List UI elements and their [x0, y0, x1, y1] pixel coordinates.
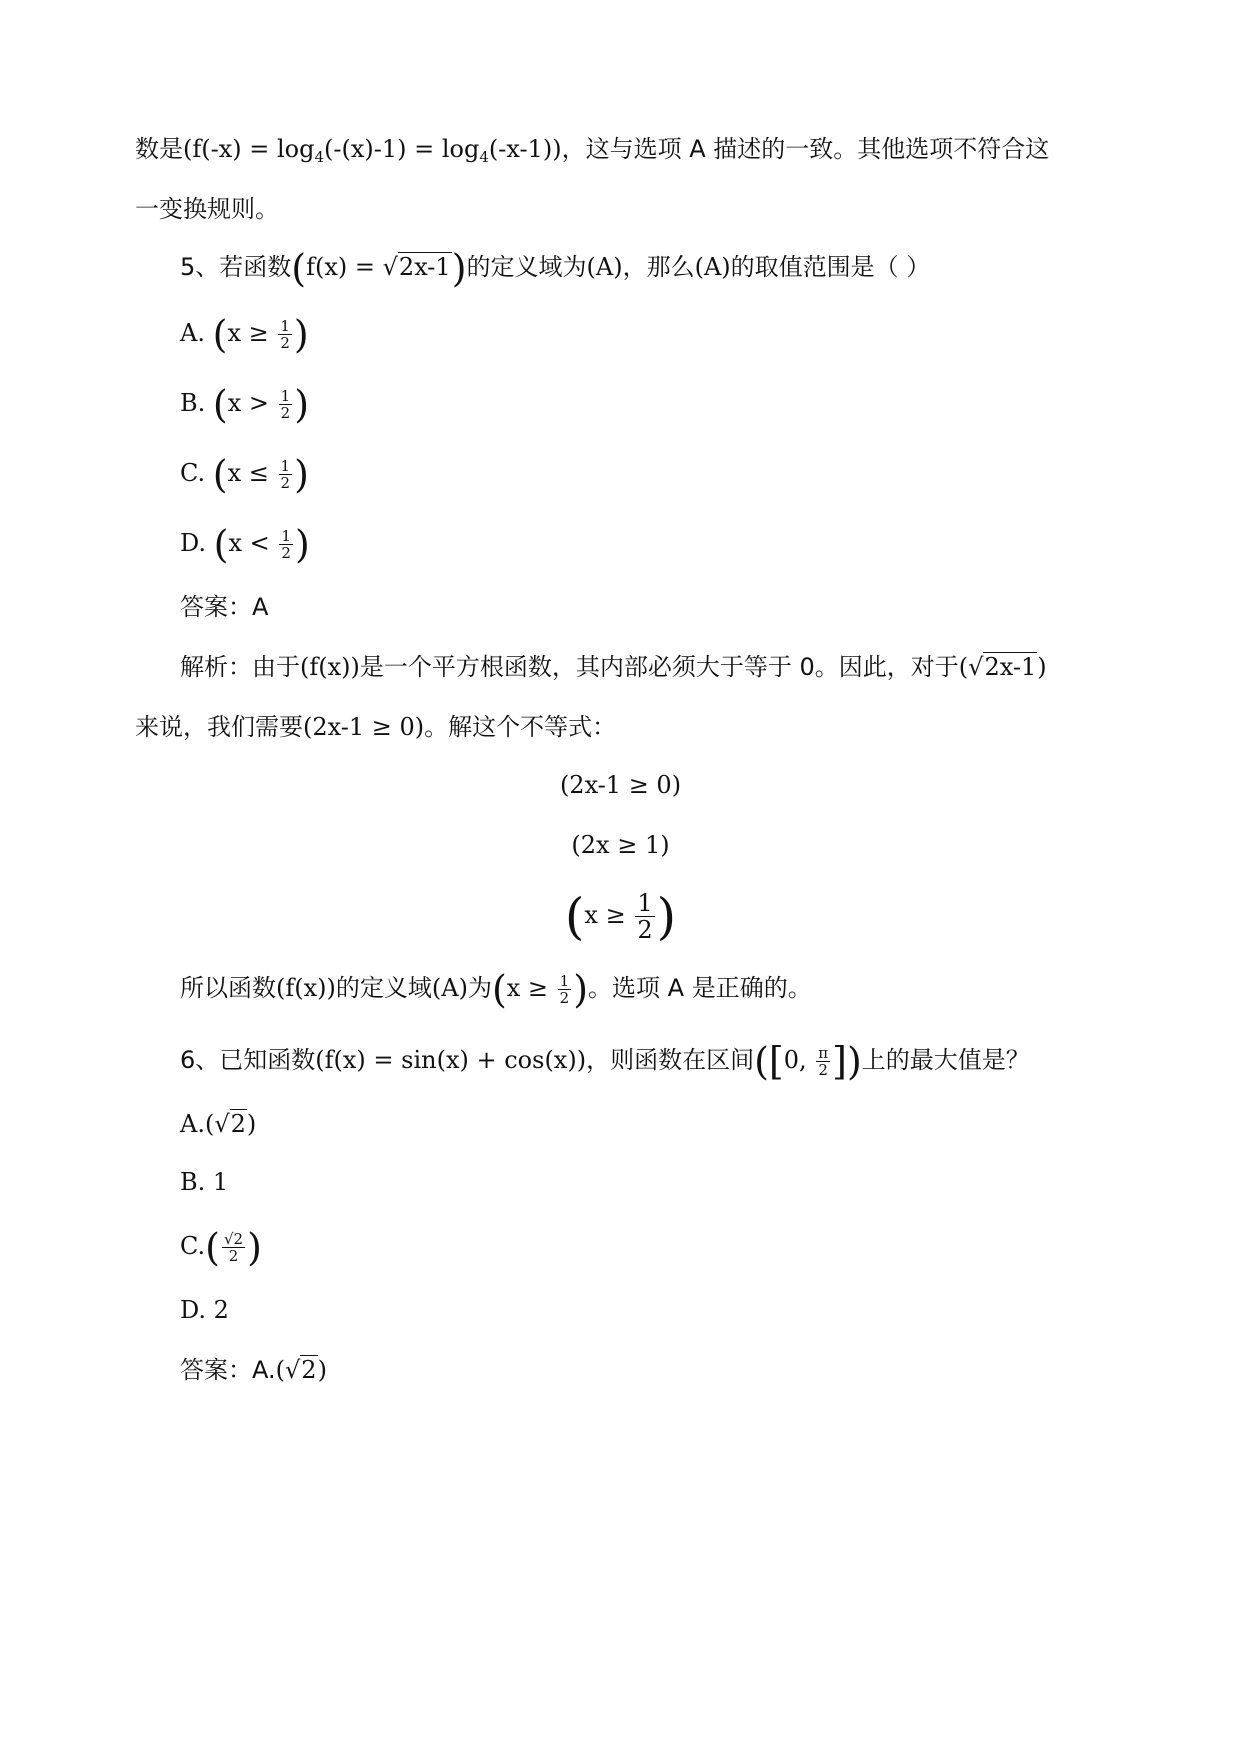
answer-5: 答案：A	[180, 593, 269, 621]
option-c: C. (x ≤ $\frac{1}{2}$ )	[180, 452, 309, 497]
conclusion-line: 所以函数(f(x))的定义域(A)为(x ≥ $\frac{1}{2}$ )。选项 A 是正确的。	[180, 967, 812, 1012]
question-6: 6、已知函数(f(x) = sin(x) + cos(x))，则函数在区间([0, $\frac{\pi}{2}$ ])上的最大值是？	[180, 1039, 1030, 1084]
option-a: A.(√2)	[180, 1110, 257, 1138]
text-line: 数是$(f(-x) = \log_4(-(x)-1) = \log_4(-x-1))$，这与选项 A 描述的一致。其他选项不符合这	[135, 135, 1050, 166]
option-c: C.( $\frac{√2}{2}$ )	[180, 1225, 262, 1270]
question-5: 5、若函数(f(x) = √2x-1)的定义域为(A)，那么(A)的取值范围是（ ）	[180, 246, 931, 291]
option-b: B. 1	[180, 1168, 229, 1196]
equation: (2x ≥ 1)	[571, 831, 670, 859]
option-d: D. (x < $\frac{1}{2}$ )	[180, 522, 310, 567]
equation: (x ≥ $\frac{1}{2}$ )	[564, 887, 677, 946]
explanation-line: 解析：由于(f(x))是一个平方根函数，其内部必须大于等于 0。因此，对于(√2x-1)	[180, 653, 1047, 681]
answer-6: 答案：A.(√2)	[180, 1356, 327, 1384]
text-line: 一变换规则。	[135, 195, 279, 223]
option-d: D. 2	[180, 1296, 229, 1324]
equation: (2x-1 ≥ 0)	[559, 771, 682, 799]
option-a: A. (x ≥ $\frac{1}{2}$ )	[180, 312, 309, 357]
explanation-line: 来说，我们需要(2x-1 ≥ 0)。解这个不等式：	[135, 713, 617, 741]
option-b: B. (x > $\frac{1}{2}$ )	[180, 382, 310, 427]
